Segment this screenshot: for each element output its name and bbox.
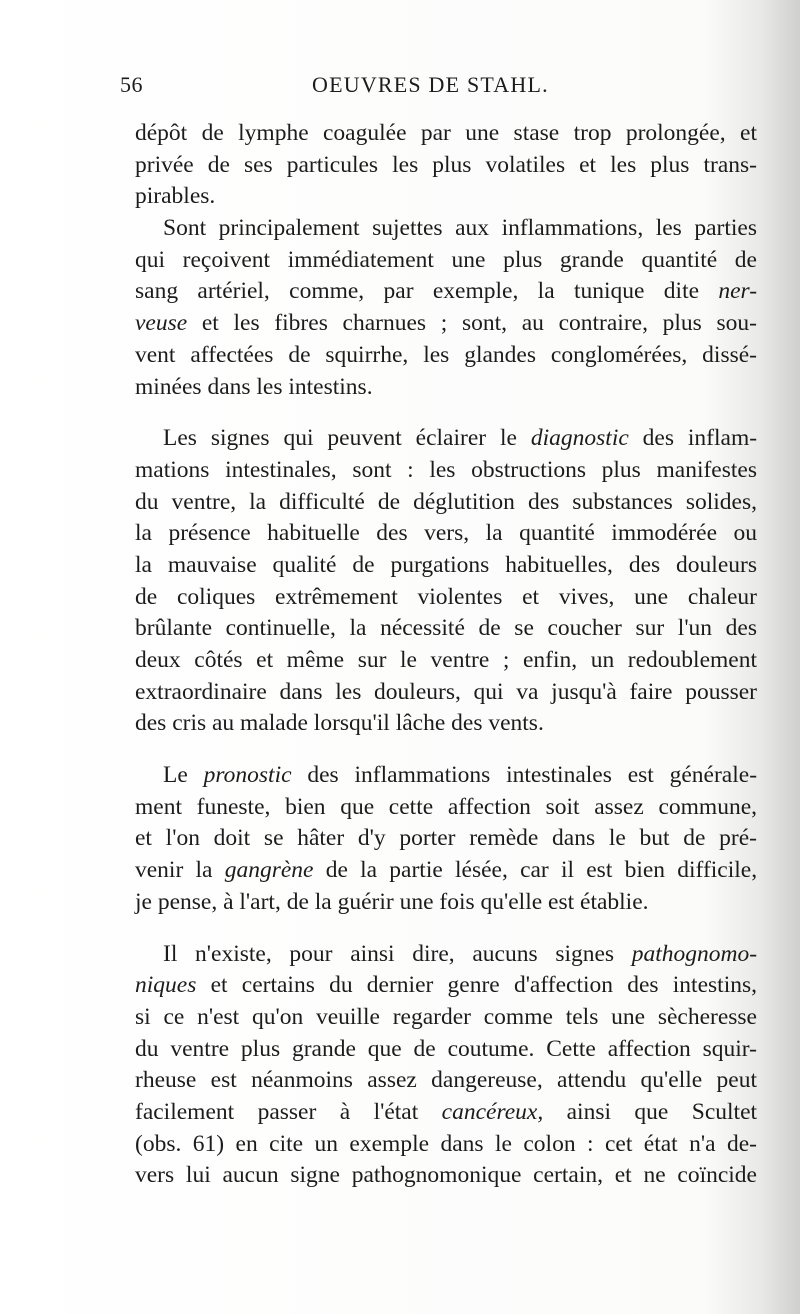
page-header [120,72,740,106]
text-line: la mauvaise qualité de purgations habituelles, des douleurs [135,551,757,578]
text-line: mations intestinales, sont : les obstructions plus manifestes [135,456,757,483]
text-line: minées dans les intestins. [135,373,373,400]
running-title: OEUVRES DE STAHL. [312,72,549,97]
paragraph [135,423,757,740]
text-line: venir la gangrène de la partie lésée, car il est bien difficile, [135,857,758,884]
text-line: pirables. [135,183,216,210]
text-line: privée de ses particules les plus volatiles et les plus trans- [135,151,757,178]
text-line: Il n'existe, pour ainsi dire, aucuns signes pathognomo- [163,940,758,967]
paragraph [135,213,757,403]
text-line: vers lui aucun signe pathognomonique certain, et ne coïncide [135,1162,757,1189]
page-number: 56 [120,72,143,97]
text-line: qui reçoivent immédiatement une plus grande quantité de [135,246,757,273]
text-line: Sont principalement sujettes aux inflammations, les parties [163,215,757,242]
text-line: ment funeste, bien que cette affection soit assez commune, [135,793,757,820]
text-line: brûlante continuelle, la nécessité de se coucher sur l'un des [135,615,757,642]
text-line: Les signes qui peuvent éclairer le diagnostic des inflam- [163,425,758,452]
text-line: sang artériel, comme, par exemple, la tunique dite ner- [135,278,758,305]
text-line: extraordinaire dans les douleurs, qui va jusqu'à faire pousser [135,678,757,705]
text-line: la présence habituelle des vers, la quantité immodérée ou [135,520,757,547]
body-text [135,118,757,1192]
text-line: des cris au malade lorsqu'il lâche des vents. [135,710,544,737]
text-line: rheuse est néanmoins assez dangereuse, attendu qu'elle peut [135,1067,757,1094]
text-line: si ce n'est qu'on veuille regarder comme tels une sècheresse [135,1003,757,1030]
text-line: vent affectées de squirrhe, les glandes conglomérées, dissé- [135,341,757,368]
paragraph [135,760,757,918]
paragraph [135,118,757,213]
paragraph [135,939,757,1193]
text-line: de coliques extrêmement violentes et vives, une chaleur [135,583,757,610]
text-line: (obs. 61) en cite un exemple dans le colon : cet état n'a de- [135,1130,757,1157]
text-line: veuse et les fibres charnues ; sont, au contraire, plus sou- [135,310,758,337]
text-line: Le pronostic des inflammations intestinales est générale- [163,762,758,789]
text-line: et l'on doit se hâter d'y porter remède dans le but de pré- [135,825,757,852]
text-line: facilement passer à l'état cancéreux, ainsi que Scultet [135,1098,758,1125]
text-line: du ventre, la difficulté de déglutition des substances solides, [135,488,757,515]
text-line: niques et certains du dernier genre d'affection des intestins, [135,972,757,999]
text-line: dépôt de lymphe coagulée par une stase trop prolongée, et [135,120,757,146]
text-line: du ventre plus grande que de coutume. Cette affection squir- [135,1035,757,1062]
text-line: je pense, à l'art, de la guérir une fois qu'elle est établie. [135,888,649,915]
text-line: deux côtés et même sur le ventre ; enfin, un redoublement [135,647,757,673]
